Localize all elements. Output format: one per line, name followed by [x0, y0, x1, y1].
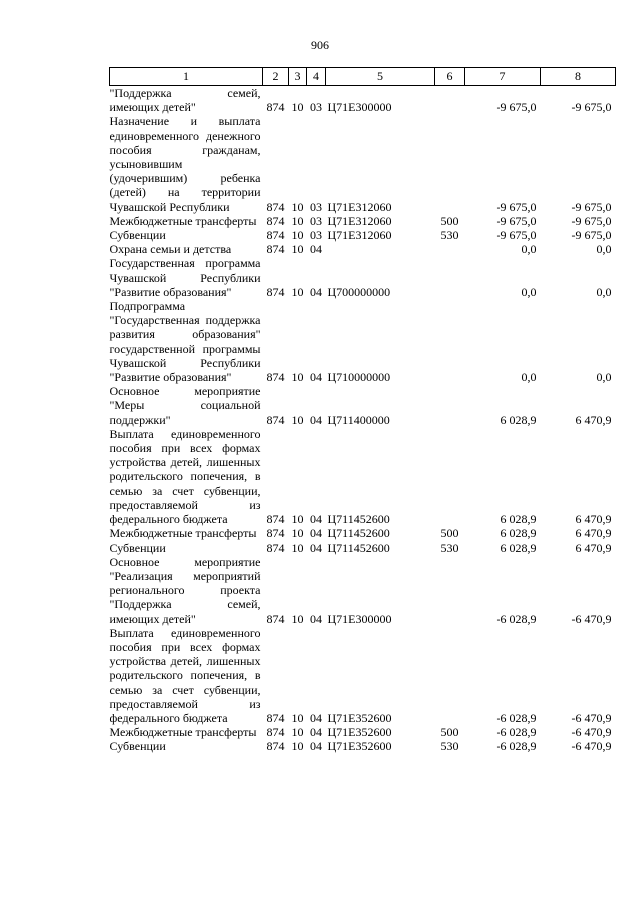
row-name: Субвенции: [109, 228, 166, 243]
row-name: Выплата единовременного пособия при всех формах устройства детей, лишенных родительского попечения, в семью за счет субвенции, предоставляемой из федерального бюджета: [109, 426, 261, 527]
row-subsection: 04: [310, 512, 322, 527]
row-amount-year1: -9 675,0: [496, 213, 537, 228]
row-target-article: Ц711452600: [327, 540, 390, 555]
row-section: 10: [291, 412, 304, 427]
row-expense-type: [435, 626, 465, 725]
row-admin-code: 874: [266, 199, 285, 214]
row-subsection: 03: [310, 213, 322, 228]
budget-table: [109, 67, 616, 754]
table-row: [110, 384, 616, 427]
row-amount-year1: 6 028,9: [500, 412, 537, 427]
row-amount-year1: -6 028,9: [496, 710, 537, 725]
row-expense-type: 530: [440, 739, 459, 754]
table-row: [110, 86, 616, 115]
row-admin-code: 874: [266, 725, 285, 740]
row-name: Государственная программа Чувашской Республики "Развитие образования": [109, 256, 261, 299]
row-target-article: Ц711452600: [327, 526, 390, 541]
row-expense-type: 500: [440, 725, 459, 740]
row-amount-year1: 0,0: [521, 242, 537, 257]
row-admin-code: 874: [266, 540, 285, 555]
row-amount-year1: -6 028,9: [496, 611, 537, 626]
row-name: Субвенции: [109, 739, 166, 754]
header-col-2: 2: [263, 68, 289, 86]
row-name: Межбюджетные трансферты: [109, 725, 257, 740]
header-col-5: 5: [326, 68, 435, 86]
row-section: 10: [291, 228, 304, 243]
row-amount-year1: -6 028,9: [496, 725, 537, 740]
row-name: "Поддержка семей, имеющих детей": [109, 86, 261, 115]
row-amount-year1: 6 028,9: [500, 540, 537, 555]
row-section: 10: [291, 526, 304, 541]
row-name: Выплата единовременного пособия при всех формах устройства детей, лишенных родительского попечения, в семью за счет субвенции, предоставляемой из федерального бюджета: [109, 625, 261, 725]
row-name: Основное мероприятие "Меры социальной поддержки": [109, 384, 261, 427]
row-admin-code: 874: [266, 710, 285, 725]
row-target-article: Ц71Е300000: [327, 611, 392, 626]
row-admin-code: 874: [266, 611, 285, 626]
row-section: 10: [291, 242, 304, 257]
row-target-article: Ц71Е352600: [327, 725, 392, 740]
row-subsection: 04: [310, 611, 322, 626]
table-row: [110, 214, 616, 228]
table-row: [110, 555, 616, 626]
row-subsection: 04: [310, 725, 322, 740]
table-row: [110, 114, 616, 213]
table-header: [110, 68, 616, 86]
row-admin-code: 874: [266, 100, 285, 115]
row-amount-year2: 0,0: [596, 370, 612, 385]
header-row: [110, 68, 616, 86]
table-row: [110, 299, 616, 384]
row-amount-year2: 0,0: [596, 242, 612, 257]
row-expense-type: 500: [440, 213, 459, 228]
row-amount-year2: 6 470,9: [575, 412, 612, 427]
table-row: [110, 526, 616, 540]
row-target-article: Ц71Е312060: [327, 213, 392, 228]
row-subsection: 04: [310, 540, 322, 555]
row-admin-code: 874: [266, 284, 285, 299]
row-admin-code: 874: [266, 242, 285, 257]
row-expense-type: [435, 384, 465, 427]
row-amount-year2: -9 675,0: [571, 228, 612, 243]
page-number: 906: [311, 38, 329, 52]
row-amount-year1: 6 028,9: [500, 526, 537, 541]
row-section: 10: [291, 100, 304, 115]
row-admin-code: 874: [266, 512, 285, 527]
header-col-1: 1: [110, 68, 263, 86]
row-section: 10: [291, 284, 304, 299]
row-section: 10: [291, 540, 304, 555]
header-col-8: 8: [541, 68, 616, 86]
row-section: 10: [291, 611, 304, 626]
row-target-article: Ц71Е352600: [327, 710, 392, 725]
row-subsection: 04: [310, 739, 322, 754]
row-section: 10: [291, 213, 304, 228]
row-admin-code: 874: [266, 412, 285, 427]
row-amount-year1: -9 675,0: [496, 199, 537, 214]
row-amount-year2: -9 675,0: [571, 100, 612, 115]
row-expense-type: 530: [440, 228, 459, 243]
row-admin-code: 874: [266, 228, 285, 243]
row-subsection: 04: [310, 370, 322, 385]
row-subsection: 04: [310, 526, 322, 541]
row-admin-code: 874: [266, 213, 285, 228]
row-target-article: Ц71Е352600: [327, 739, 392, 754]
row-subsection: 03: [310, 100, 322, 115]
row-expense-type: [435, 256, 465, 299]
table-row: [110, 228, 616, 242]
header-col-6: 6: [435, 68, 465, 86]
row-target-article: Ц71Е300000: [327, 100, 392, 115]
row-section: 10: [291, 739, 304, 754]
header-col-3: 3: [289, 68, 307, 86]
row-amount-year2: -6 470,9: [571, 710, 612, 725]
table-row: [110, 626, 616, 725]
table-row: [110, 725, 616, 739]
row-amount-year2: -6 470,9: [571, 611, 612, 626]
row-subsection: 04: [310, 242, 322, 257]
table-row: [110, 427, 616, 526]
header-col-4: 4: [307, 68, 326, 86]
row-target-article: Ц711400000: [327, 412, 390, 427]
row-amount-year2: -6 470,9: [571, 725, 612, 740]
row-amount-year1: -9 675,0: [496, 100, 537, 115]
row-name: Межбюджетные трансферты: [109, 526, 257, 541]
row-admin-code: 874: [266, 370, 285, 385]
row-section: 10: [291, 725, 304, 740]
row-name: Охрана семьи и детства: [109, 242, 232, 257]
row-subsection: 04: [310, 284, 322, 299]
row-amount-year2: -9 675,0: [571, 199, 612, 214]
row-subsection: 03: [310, 199, 322, 214]
row-target-article: Ц700000000: [327, 284, 391, 299]
row-name: Назначение и выплата единовременного денежного пособия гражданам, усыновившим (удочерившим) ребенка (детей) на территории Чувашской Республики: [109, 114, 261, 214]
row-amount-year1: 6 028,9: [500, 512, 537, 527]
row-amount-year2: 6 470,9: [575, 512, 612, 527]
row-amount-year2: -6 470,9: [571, 739, 612, 754]
row-expense-type: 500: [440, 526, 459, 541]
row-expense-type: [435, 114, 465, 213]
row-admin-code: 874: [266, 526, 285, 541]
header-col-7: 7: [465, 68, 541, 86]
table-row: [110, 242, 616, 256]
row-target-article: Ц71Е312060: [327, 228, 392, 243]
row-amount-year1: -6 028,9: [496, 739, 537, 754]
row-section: 10: [291, 512, 304, 527]
row-name: Субвенции: [109, 540, 166, 555]
row-target-article: Ц710000000: [327, 370, 391, 385]
row-name: Подпрограмма "Государственная поддержка развития образования" государственной программы Чувашской Республики "Развитие образования": [109, 299, 261, 385]
row-name: Межбюджетные трансферты: [109, 213, 257, 228]
row-target-article: Ц711452600: [327, 512, 390, 527]
row-expense-type: [435, 427, 465, 526]
row-expense-type: [435, 86, 465, 115]
row-target-article: [326, 242, 435, 256]
row-subsection: 04: [310, 412, 322, 427]
table-body: [110, 86, 616, 754]
table-row: [110, 739, 616, 753]
row-subsection: 03: [310, 228, 322, 243]
row-expense-type: [435, 555, 465, 626]
row-section: 10: [291, 370, 304, 385]
row-section: 10: [291, 199, 304, 214]
table-row: [110, 256, 616, 299]
row-admin-code: 874: [266, 739, 285, 754]
row-target-article: Ц71Е312060: [327, 199, 392, 214]
row-expense-type: 530: [440, 540, 459, 555]
row-subsection: 04: [310, 710, 322, 725]
row-amount-year2: 6 470,9: [575, 526, 612, 541]
row-expense-type: [435, 299, 465, 384]
row-amount-year2: 6 470,9: [575, 540, 612, 555]
row-amount-year2: 0,0: [596, 284, 612, 299]
row-amount-year1: 0,0: [521, 370, 537, 385]
row-amount-year1: 0,0: [521, 284, 537, 299]
row-amount-year2: -9 675,0: [571, 213, 612, 228]
table-row: [110, 541, 616, 555]
row-section: 10: [291, 710, 304, 725]
row-name: Основное мероприятие "Реализация мероприятий регионального проекта "Поддержка семей, имеющих детей": [109, 554, 261, 626]
row-amount-year1: -9 675,0: [496, 228, 537, 243]
row-expense-type: [435, 242, 465, 256]
